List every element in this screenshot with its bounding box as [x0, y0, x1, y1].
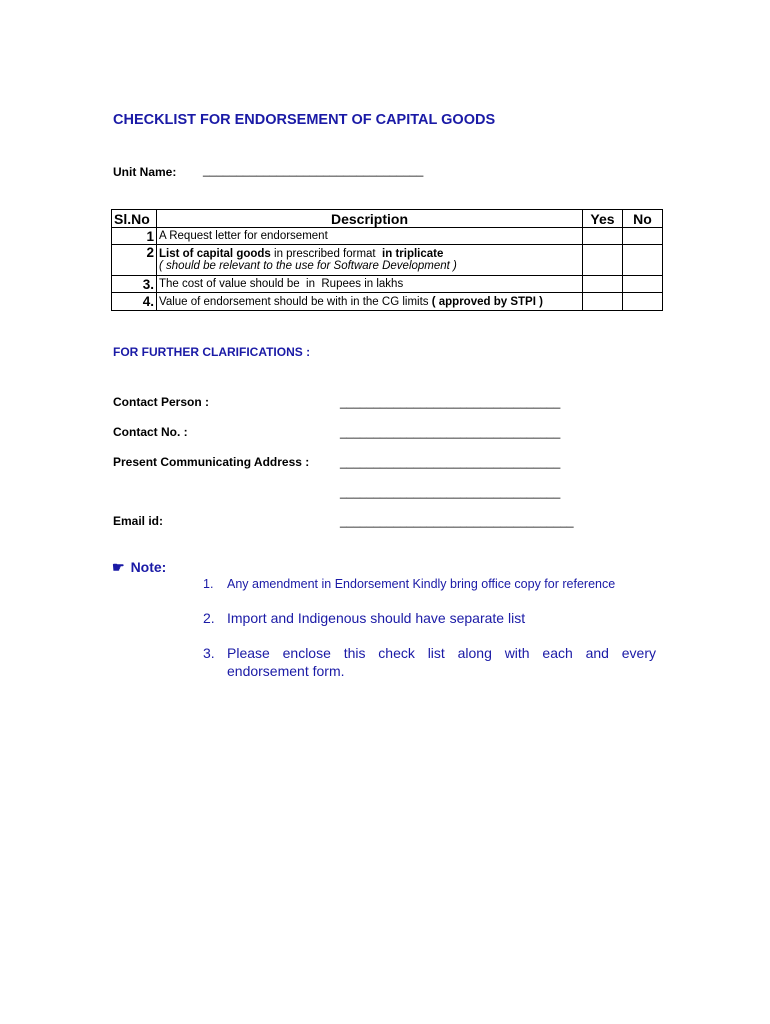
table-row	[112, 276, 663, 293]
note-text: Please enclose this check list along with each and every endorsement form.	[227, 645, 656, 679]
row-number: 3.	[112, 276, 157, 293]
row-number: 1	[112, 228, 157, 245]
checklist-table	[111, 209, 663, 311]
no-cell[interactable]	[623, 293, 663, 311]
yes-cell[interactable]	[583, 228, 623, 245]
row-description	[157, 245, 583, 276]
row-description-bold: List of capital goods	[159, 248, 271, 260]
row-description-normal: Value of endorsement should be with in the CG limits	[159, 295, 432, 308]
header-slno: Sl.No	[112, 210, 157, 228]
header-no: No	[623, 210, 663, 228]
contact-no-field[interactable]: _________________________________	[340, 425, 561, 439]
row-description-bold: ( approved by STPI )	[431, 295, 543, 308]
contact-person-label: Contact Person :	[113, 395, 210, 409]
email-label: Email id:	[113, 514, 164, 528]
no-cell[interactable]	[623, 276, 663, 293]
table-header-row	[112, 210, 663, 228]
no-cell[interactable]	[623, 228, 663, 245]
pointing-hand-icon: ☛	[112, 559, 125, 575]
further-clarifications-heading: FOR FURTHER CLARIFICATIONS :	[113, 345, 311, 359]
yes-cell[interactable]	[583, 245, 623, 276]
row-description-normal: in prescribed format	[270, 248, 383, 260]
row-description-bold: in triplicate	[382, 248, 444, 260]
email-field[interactable]: ___________________________________	[340, 514, 574, 528]
row-description: A Request letter for endorsement	[157, 228, 583, 245]
address-field-line-1[interactable]: _________________________________	[340, 455, 561, 469]
table-row	[112, 228, 663, 245]
row-number: 2	[112, 245, 157, 276]
note-number: 2.	[203, 610, 215, 626]
address-field-line-2[interactable]: _________________________________	[340, 485, 561, 499]
header-description: Description	[157, 210, 583, 228]
contact-no-label: Contact No. :	[113, 425, 188, 439]
unit-name-field[interactable]: _________________________________	[203, 163, 424, 177]
contact-person-field[interactable]: _________________________________	[340, 395, 561, 409]
list-item	[203, 609, 656, 627]
yes-cell[interactable]	[583, 276, 623, 293]
note-number: 1.	[203, 577, 214, 591]
note-text: Import and Indigenous should have separate list	[227, 610, 526, 626]
table-row	[112, 293, 663, 311]
notes-list	[203, 576, 656, 680]
no-cell[interactable]	[623, 245, 663, 276]
yes-cell[interactable]	[583, 293, 623, 311]
header-yes: Yes	[583, 210, 623, 228]
list-item	[203, 644, 656, 680]
unit-name-label: Unit Name:	[113, 165, 177, 179]
note-number: 3.	[203, 645, 215, 661]
note-text: Any amendment in Endorsement Kindly bring office copy for reference	[227, 577, 616, 591]
address-label: Present Communicating Address :	[113, 455, 310, 469]
note-label: Note:	[130, 559, 167, 575]
page-title: CHECKLIST FOR ENDORSEMENT OF CAPITAL GOODS	[113, 112, 496, 128]
list-item	[203, 576, 656, 593]
note-heading	[112, 559, 166, 576]
table-row	[112, 245, 663, 276]
row-number: 4.	[112, 293, 157, 311]
row-description-note: ( should be relevant to the use for Software Development )	[159, 260, 457, 272]
row-description	[157, 293, 583, 311]
row-description: The cost of value should be in Rupees in lakhs	[157, 276, 583, 293]
